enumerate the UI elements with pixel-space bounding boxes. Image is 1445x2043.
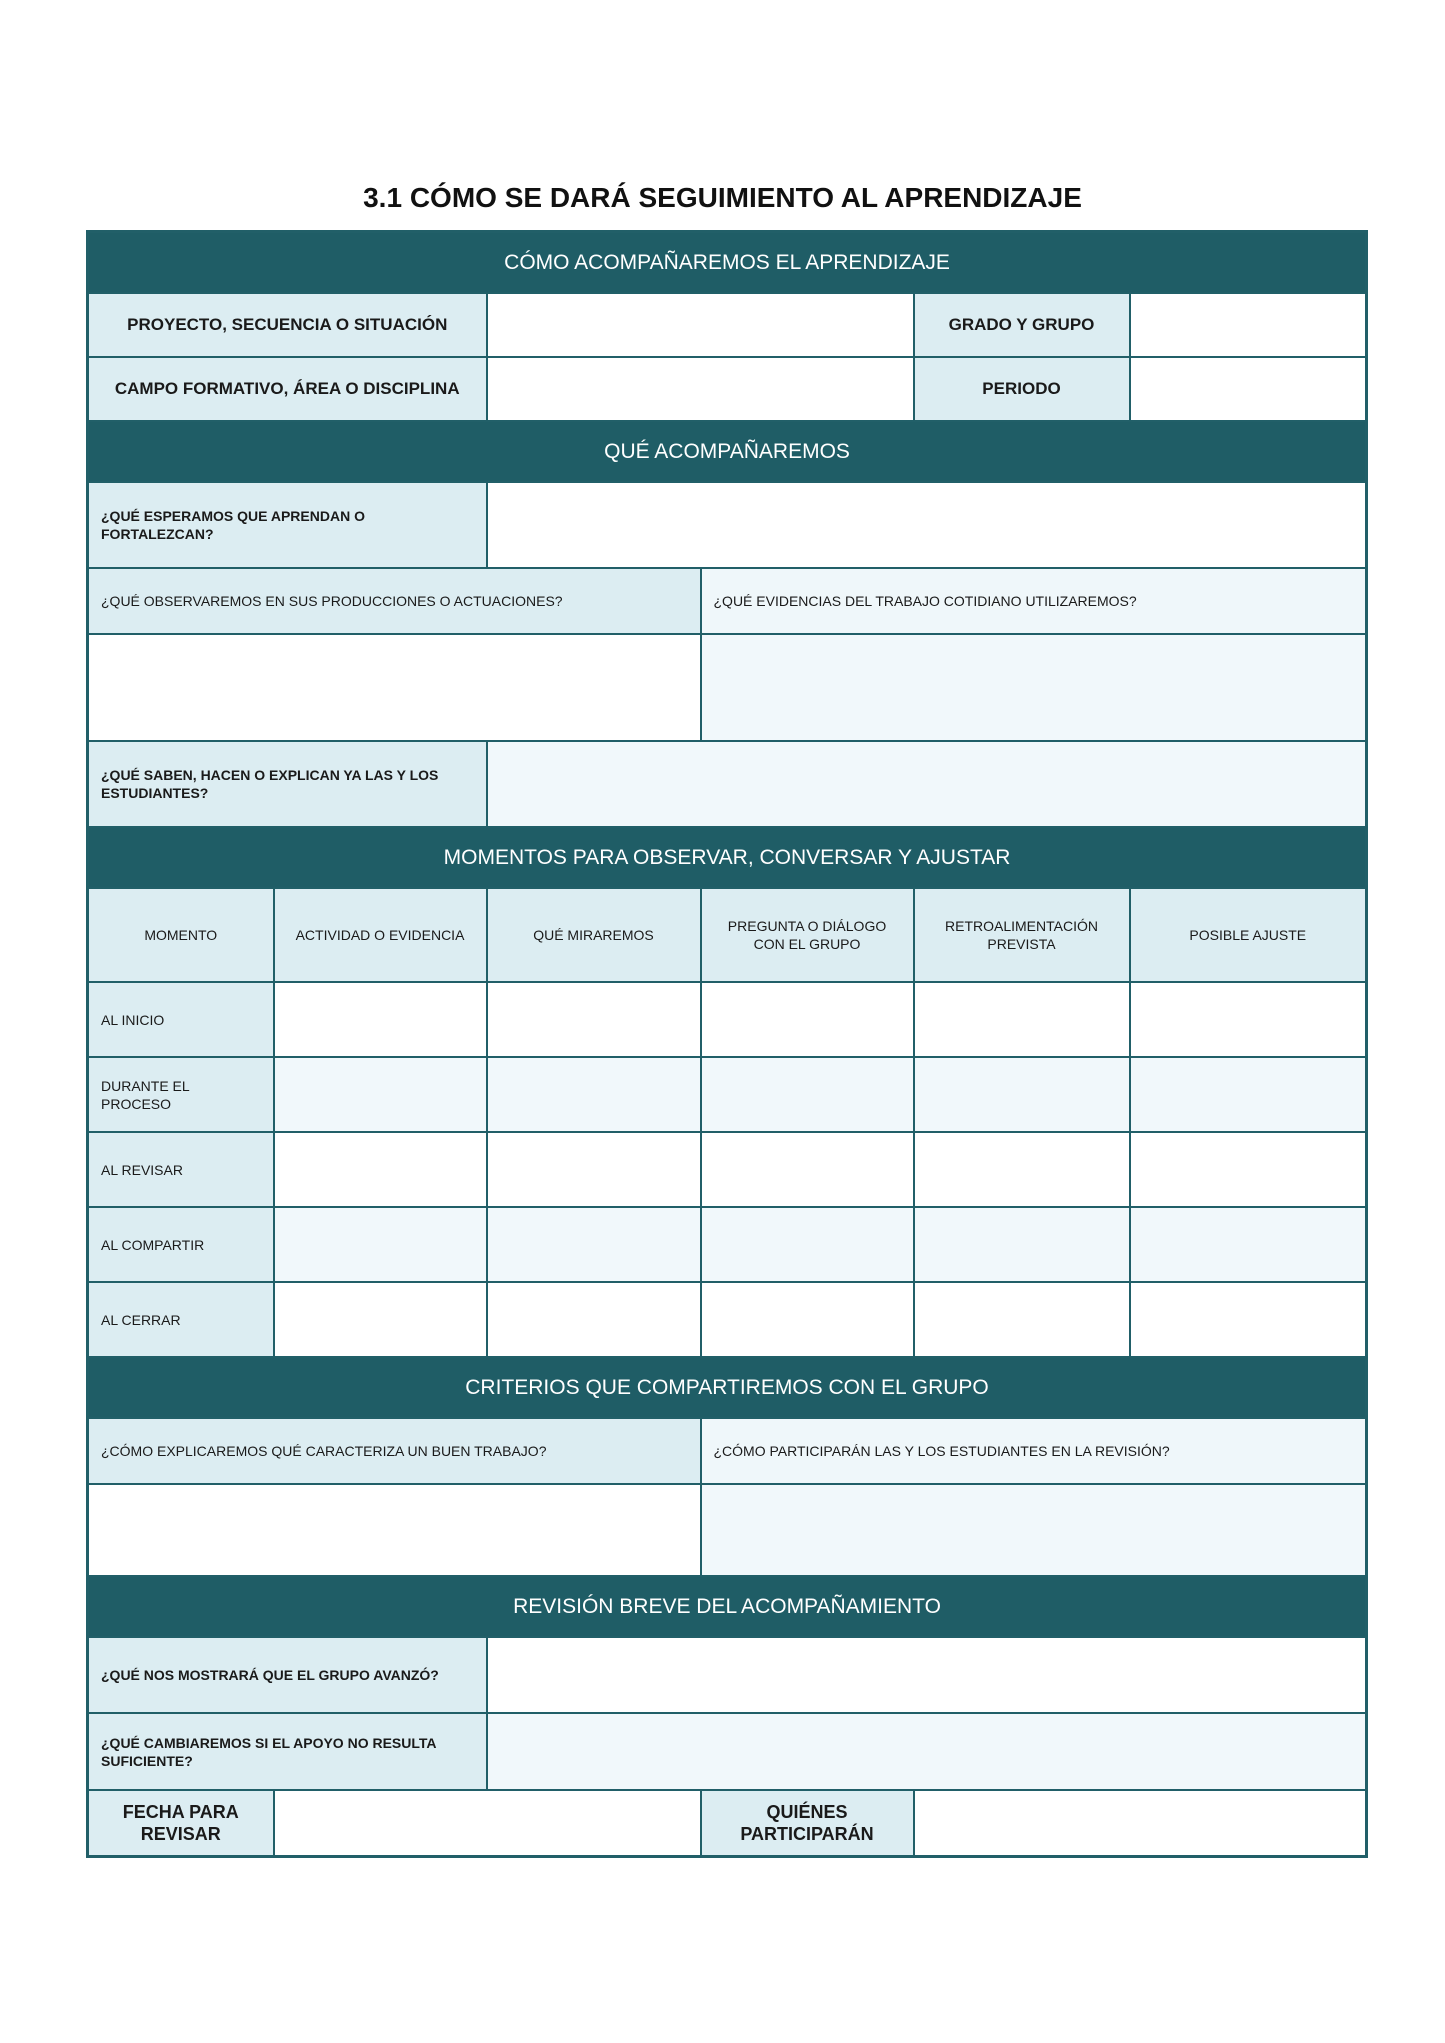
- tracking-form-table: [86, 230, 1368, 1858]
- table-cell[interactable]: [274, 1207, 487, 1282]
- table-row: [88, 1207, 1367, 1282]
- table-cell[interactable]: [274, 1282, 487, 1357]
- column-header-pregunta: PREGUNTA O DIÁLOGO CON EL GRUPO: [701, 888, 914, 982]
- field-fecha-revisar[interactable]: [274, 1790, 701, 1856]
- label-periodo: PERIODO: [914, 357, 1130, 421]
- field-grado-grupo[interactable]: [1130, 293, 1367, 357]
- section-header-momentos: MOMENTOS PARA OBSERVAR, CONVERSAR Y AJUSTAR: [88, 827, 1367, 888]
- field-avance-grupo[interactable]: [487, 1637, 1367, 1713]
- question-cambios-apoyo: ¿QUÉ CAMBIAREMOS SI EL APOYO NO RESULTA SUFICIENTE?: [88, 1713, 487, 1790]
- table-cell[interactable]: [701, 1132, 914, 1207]
- table-cell[interactable]: [914, 1057, 1130, 1132]
- table-row: [88, 982, 1367, 1057]
- column-header-momento: MOMENTO: [88, 888, 274, 982]
- table-cell[interactable]: [1130, 1207, 1367, 1282]
- label-campo-formativo: CAMPO FORMATIVO, ÁREA O DISCIPLINA: [88, 357, 487, 421]
- question-avance-grupo: ¿QUÉ NOS MOSTRARÁ QUE EL GRUPO AVANZÓ?: [88, 1637, 487, 1713]
- table-cell[interactable]: [914, 1132, 1130, 1207]
- table-cell[interactable]: [1130, 1057, 1367, 1132]
- field-buen-trabajo[interactable]: [88, 1484, 701, 1576]
- table-cell[interactable]: [487, 1282, 701, 1357]
- moment-label: AL CERRAR: [88, 1282, 274, 1357]
- table-cell[interactable]: [701, 1057, 914, 1132]
- table-cell[interactable]: [274, 982, 487, 1057]
- field-evidencias[interactable]: [701, 634, 1367, 741]
- moment-label: AL REVISAR: [88, 1132, 274, 1207]
- question-evidencias: ¿QUÉ EVIDENCIAS DEL TRABAJO COTIDIANO UTILIZAREMOS?: [701, 568, 1367, 634]
- table-row: [88, 1282, 1367, 1357]
- page-title: 3.1 CÓMO SE DARÁ SEGUIMIENTO AL APRENDIZAJE: [363, 182, 1082, 213]
- column-header-que-miraremos: QUÉ MIRAREMOS: [487, 888, 701, 982]
- field-proyecto[interactable]: [487, 293, 914, 357]
- table-cell[interactable]: [1130, 1282, 1367, 1357]
- table-cell[interactable]: [1130, 982, 1367, 1057]
- moment-label: AL COMPARTIR: [88, 1207, 274, 1282]
- label-quienes-participaran: QUIÉNES PARTICIPARÁN: [701, 1790, 914, 1856]
- field-observaremos[interactable]: [88, 634, 701, 741]
- column-header-retroalimentacion: RETROALIMENTACIÓN PREVISTA: [914, 888, 1130, 982]
- field-cambios-apoyo[interactable]: [487, 1713, 1367, 1790]
- table-cell[interactable]: [487, 1057, 701, 1132]
- table-cell[interactable]: [914, 1282, 1130, 1357]
- field-periodo[interactable]: [1130, 357, 1367, 421]
- field-campo-formativo[interactable]: [487, 357, 914, 421]
- table-cell[interactable]: [701, 1282, 914, 1357]
- question-buen-trabajo: ¿CÓMO EXPLICAREMOS QUÉ CARACTERIZA UN BUEN TRABAJO?: [88, 1418, 701, 1484]
- label-fecha-revisar: FECHA PARA REVISAR: [88, 1790, 274, 1856]
- table-cell[interactable]: [1130, 1132, 1367, 1207]
- column-header-actividad: ACTIVIDAD O EVIDENCIA: [274, 888, 487, 982]
- field-aprendizaje-esperado[interactable]: [487, 482, 1367, 568]
- section-header-criterios: CRITERIOS QUE COMPARTIREMOS CON EL GRUPO: [88, 1357, 1367, 1418]
- table-cell[interactable]: [487, 1207, 701, 1282]
- moment-label: DURANTE EL PROCESO: [88, 1057, 274, 1132]
- question-participacion-revision: ¿CÓMO PARTICIPARÁN LAS Y LOS ESTUDIANTES EN LA REVISIÓN?: [701, 1418, 1367, 1484]
- table-cell[interactable]: [487, 982, 701, 1057]
- table-row: [88, 1057, 1367, 1132]
- table-cell[interactable]: [274, 1132, 487, 1207]
- section-header-revision: REVISIÓN BREVE DEL ACOMPAÑAMIENTO: [88, 1576, 1367, 1637]
- question-aprendizaje-esperado: ¿QUÉ ESPERAMOS QUE APRENDAN O FORTALEZCAN?: [88, 482, 487, 568]
- field-quienes-participaran[interactable]: [914, 1790, 1367, 1856]
- section-header-que-acompanaremos: QUÉ ACOMPAÑAREMOS: [88, 421, 1367, 482]
- field-saberes-previos[interactable]: [487, 741, 1367, 827]
- column-header-ajuste: POSIBLE AJUSTE: [1130, 888, 1367, 982]
- table-cell[interactable]: [914, 982, 1130, 1057]
- table-cell[interactable]: [701, 982, 914, 1057]
- table-row: [88, 1132, 1367, 1207]
- table-cell[interactable]: [701, 1207, 914, 1282]
- table-cell[interactable]: [274, 1057, 487, 1132]
- table-cell[interactable]: [914, 1207, 1130, 1282]
- section-header-acompanamiento: CÓMO ACOMPAÑAREMOS EL APRENDIZAJE: [88, 232, 1367, 294]
- question-observaremos: ¿QUÉ OBSERVAREMOS EN SUS PRODUCCIONES O ACTUACIONES?: [88, 568, 701, 634]
- field-participacion-revision[interactable]: [701, 1484, 1367, 1576]
- question-saberes-previos: ¿QUÉ SABEN, HACEN O EXPLICAN YA LAS Y LOS ESTUDIANTES?: [88, 741, 487, 827]
- table-cell[interactable]: [487, 1132, 701, 1207]
- moment-label: AL INICIO: [88, 982, 274, 1057]
- label-grado-grupo: GRADO Y GRUPO: [914, 293, 1130, 357]
- label-proyecto: PROYECTO, SECUENCIA O SITUACIÓN: [88, 293, 487, 357]
